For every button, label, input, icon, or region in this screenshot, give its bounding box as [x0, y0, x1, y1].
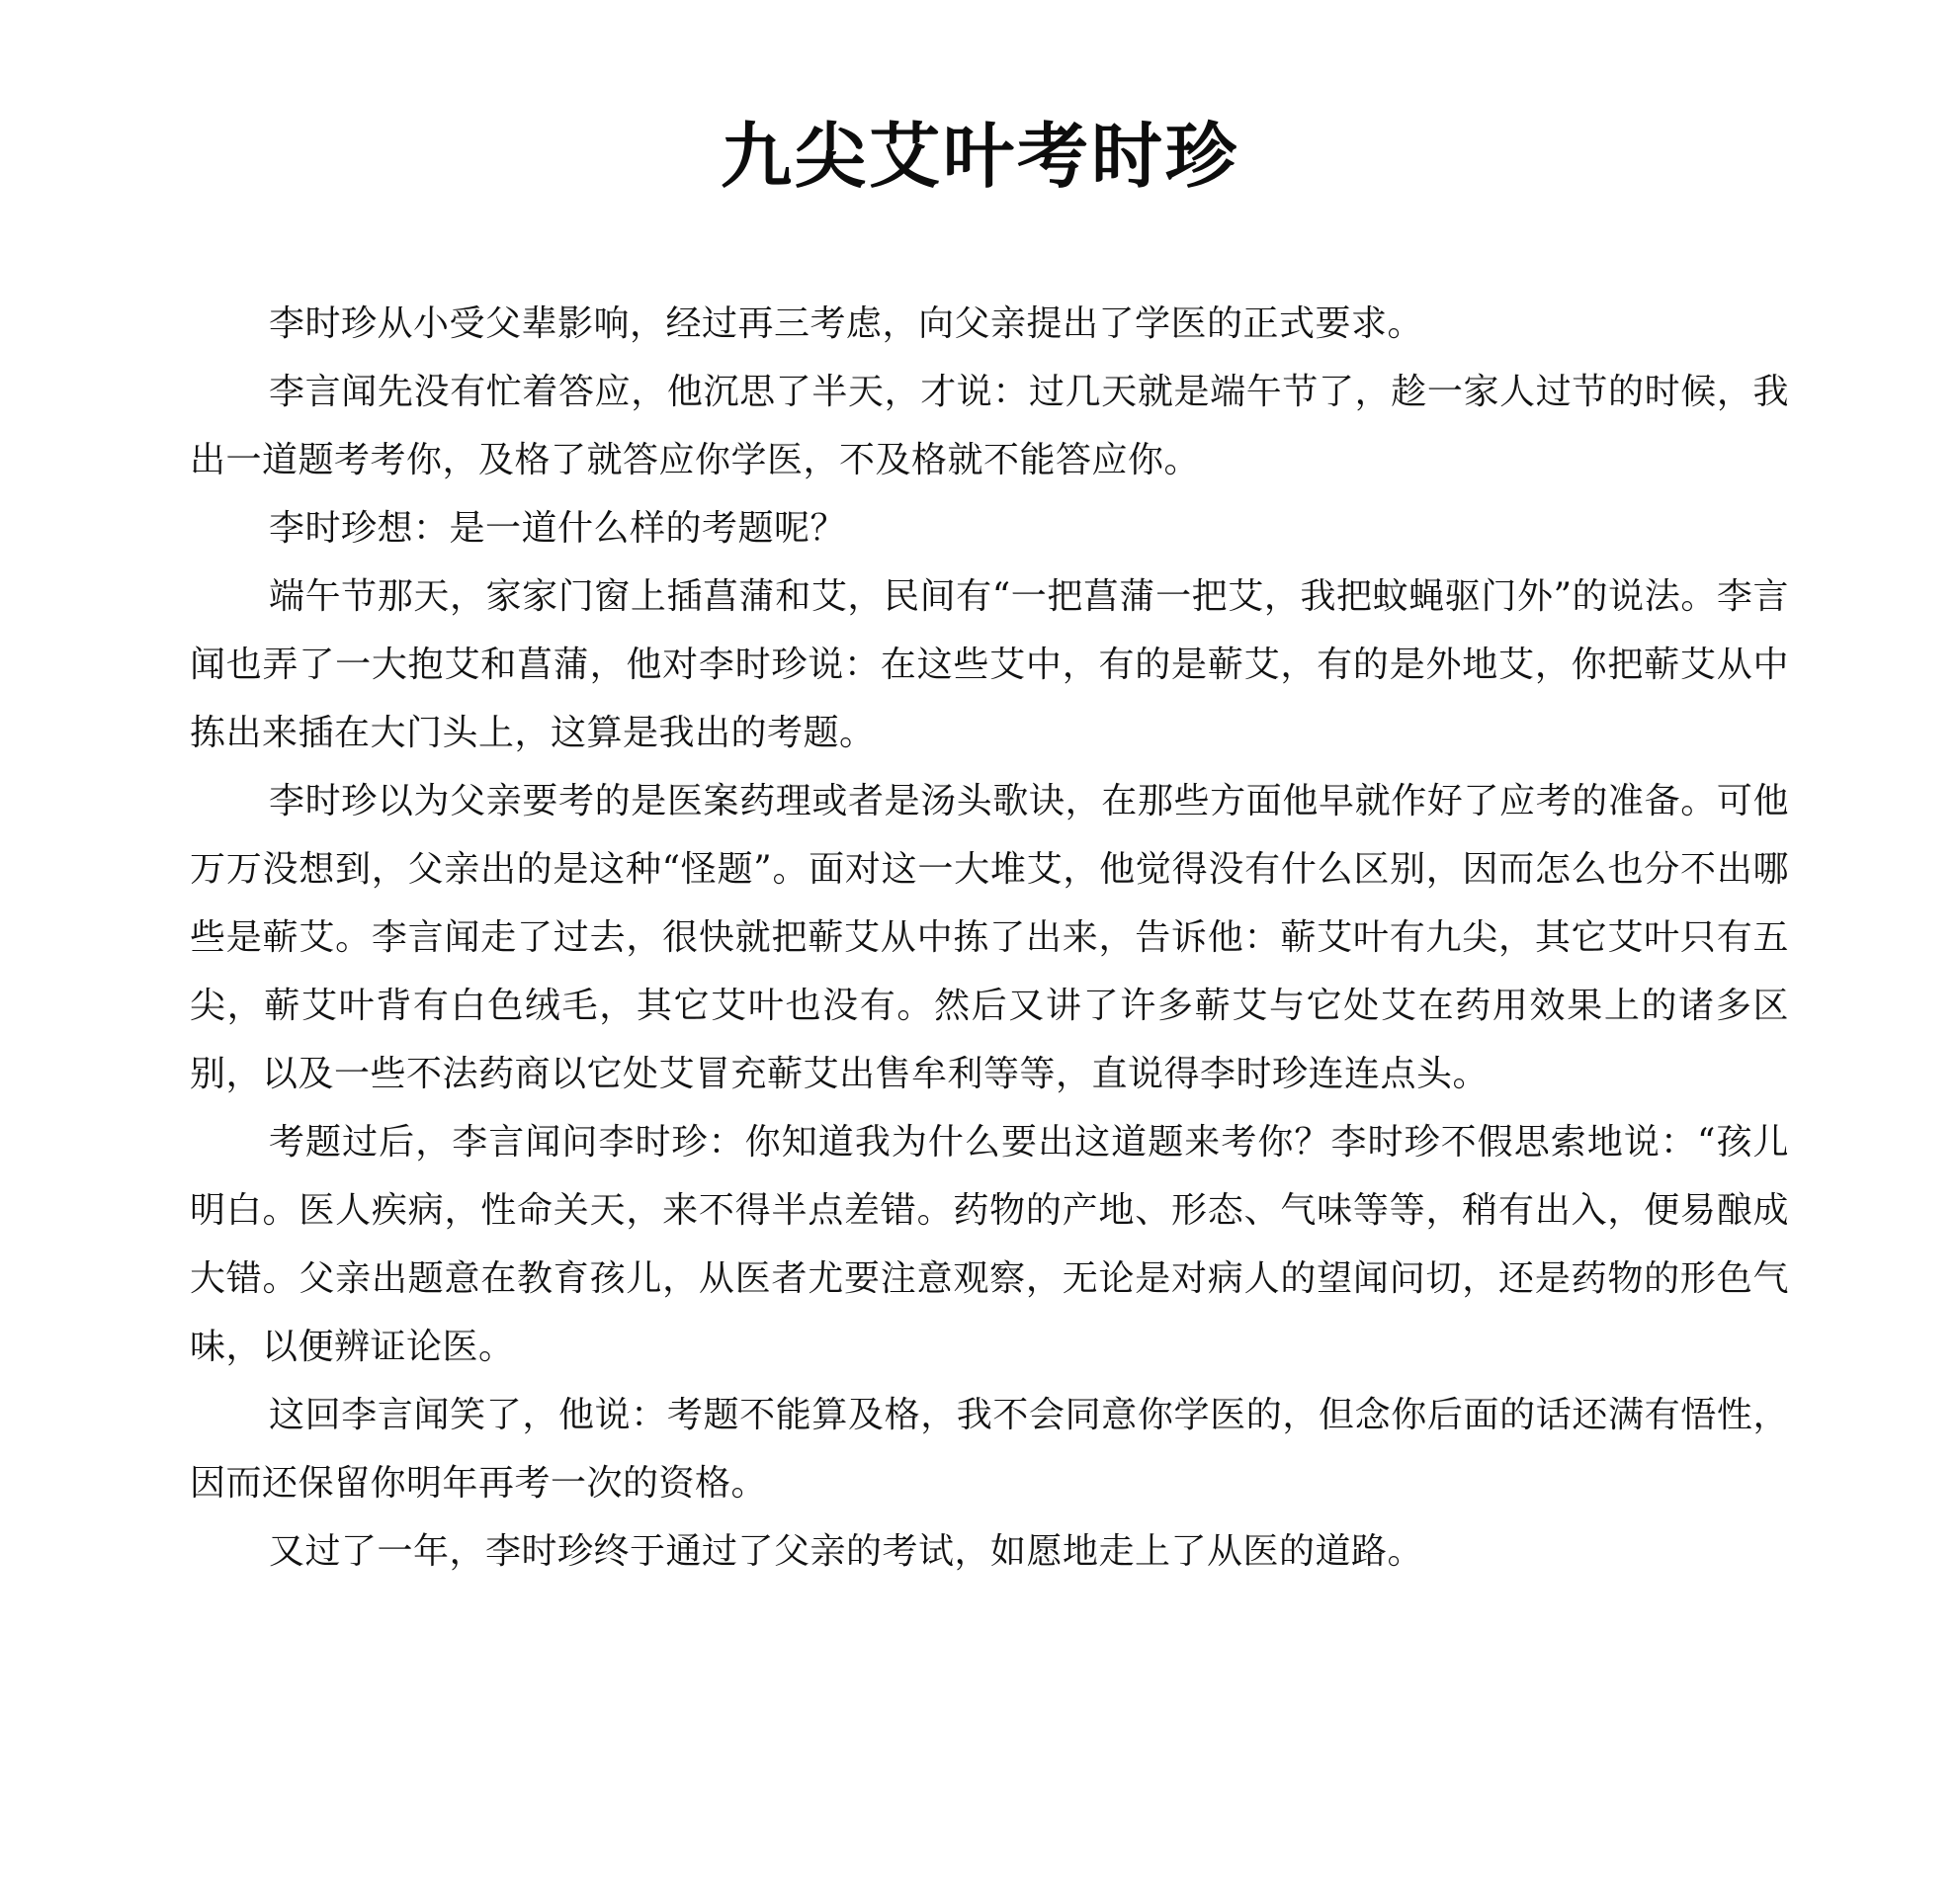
- paragraph: 李时珍从小受父辈影响，经过再三考虑，向父亲提出了学医的正式要求。: [269, 303, 1424, 344]
- paragraph: 李时珍想：是一道什么样的考题呢？: [269, 508, 847, 549]
- page-title: 九尖艾叶考时珍: [720, 114, 1239, 199]
- paragraph: 这回李言闻笑了，他说：考题不能算及格，我不会同意你学医的，但念你后面的话还满有悟性，因而还保留你明年再考一次的资格。: [190, 1395, 1789, 1504]
- article-body: [190, 290, 1789, 1586]
- paragraph: 又过了一年，李时珍终于通过了父亲的考试，如愿地走上了从医的道路。: [269, 1531, 1424, 1572]
- paragraph: 考题过后，李言闻问李时珍：你知道我为什么要出这道题来考你？李时珍不假思索地说：“孩儿明白。医人疾病，性命关天，来不得半点差错。药物的产地、形态、气味等等，稍有出入，便易酿成大错。父亲出题意在教育孩儿，从医者尤要注意观察，无论是对病人的望闻问切，还是药物的形色气味，以便辨证论医。: [190, 1122, 1789, 1367]
- paragraph: 端午节那天，家家门窗上插菖蒲和艾，民间有“一把菖蒲一把艾，我把蚊蝇驱门外”的说法。李言闻也弄了一大抱艾和菖蒲，他对李时珍说：在这些艾中，有的是蕲艾，有的是外地艾，你把蕲艾从中拣出来插在大门头上，这算是我出的考题。: [190, 576, 1789, 753]
- paragraph: 李时珍以为父亲要考的是医案药理或者是汤头歌诀，在那些方面他早就作好了应考的准备。可他万万没想到，父亲出的是这种“怪题”。面对这一大堆艾，他觉得没有什么区别，因而怎么也分不出哪些是蕲艾。李言闻走了过去，很快就把蕲艾从中拣了出来，告诉他：蕲艾叶有九尖，其它艾叶只有五尖，蕲艾叶背有白色绒毛，其它艾叶也没有。然后又讲了许多蕲艾与它处艾在药用效果上的诸多区别，以及一些不法药商以它处艾冒充蕲艾出售牟利等等，直说得李时珍连连点头。: [190, 781, 1789, 1094]
- paragraph: 李言闻先没有忙着答应，他沉思了半天，才说：过几天就是端午节了，趁一家人过节的时候，我出一道题考考你，及格了就答应你学医，不及格就不能答应你。: [190, 372, 1789, 480]
